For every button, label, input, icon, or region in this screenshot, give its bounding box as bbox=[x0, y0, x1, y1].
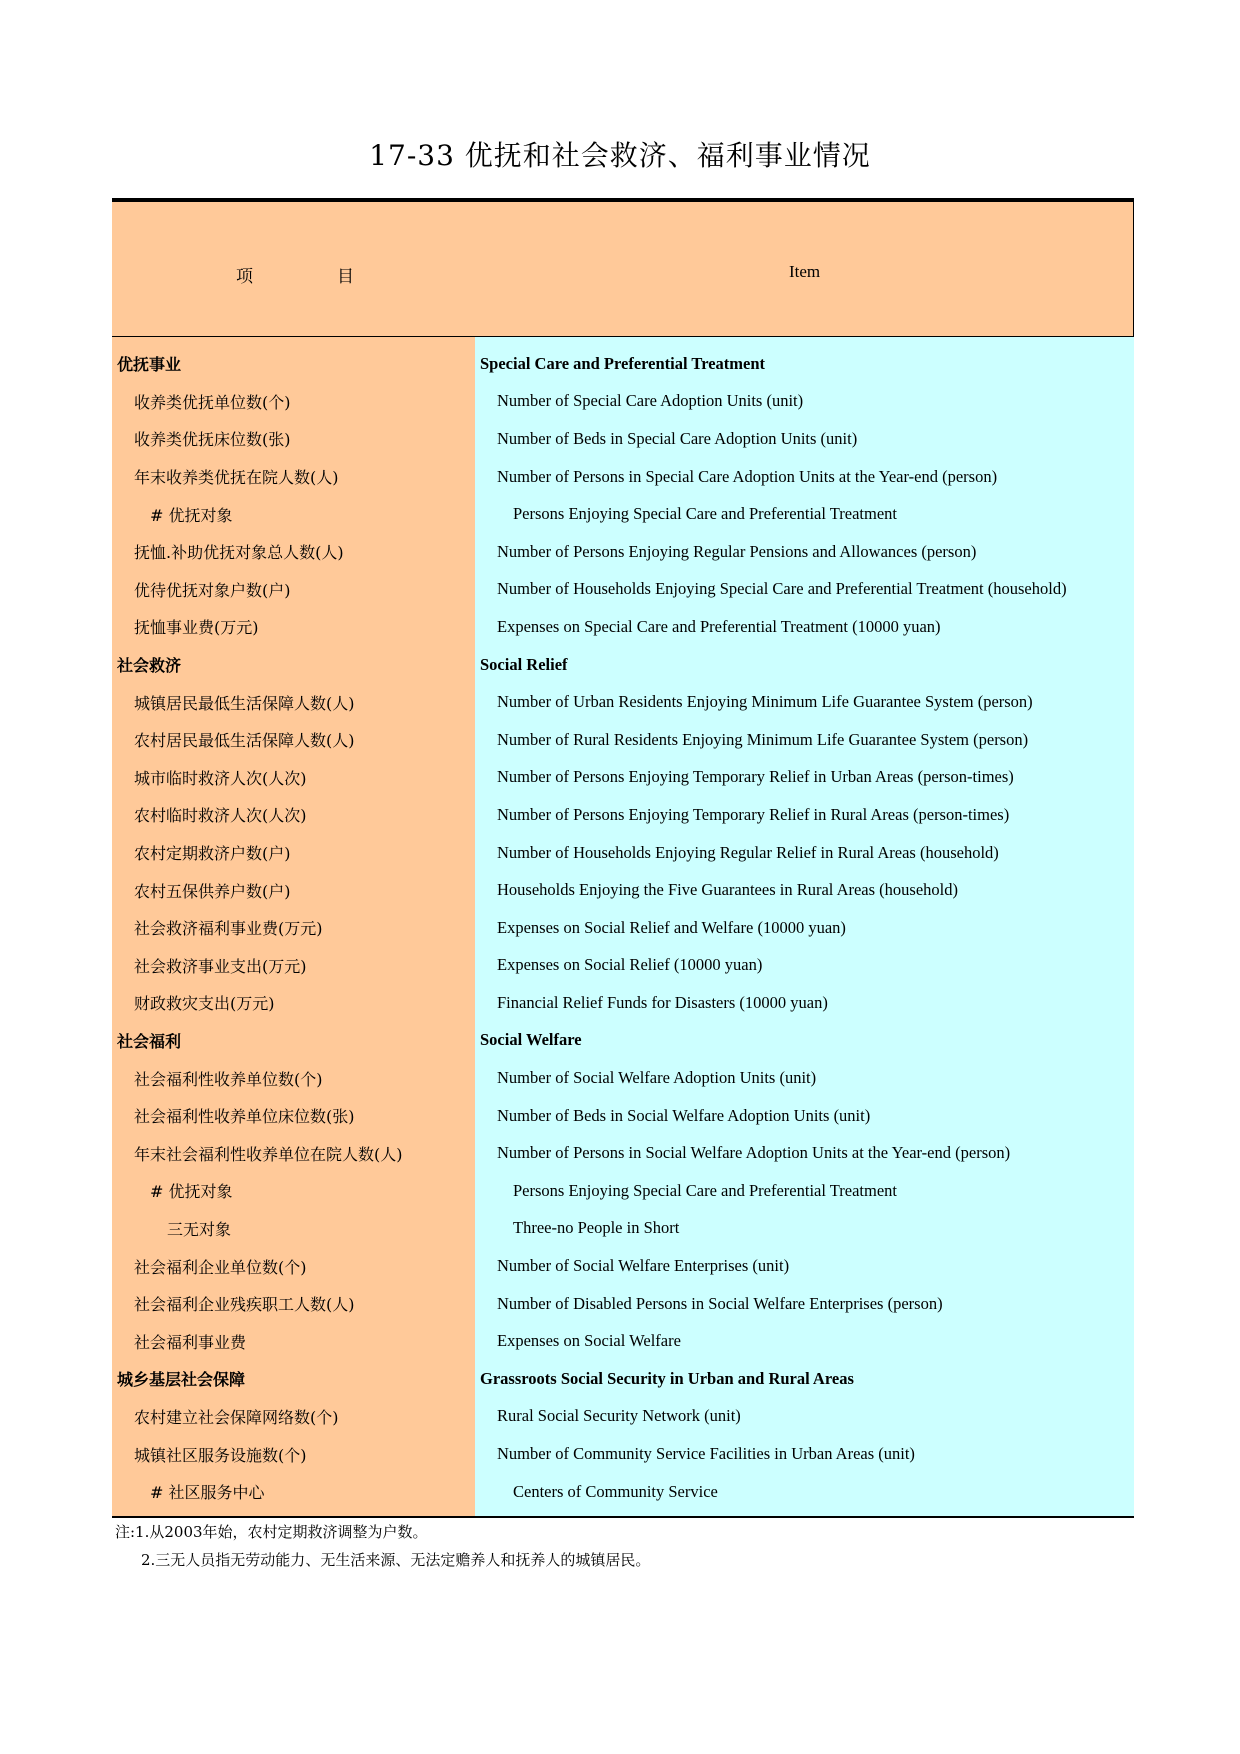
row-label-cn: 农村五保供养户数(户) bbox=[134, 881, 291, 901]
row-label-en: Households Enjoying the Five Guarantees in Rural Areas (household) bbox=[497, 880, 958, 900]
table-row bbox=[112, 834, 1134, 872]
row-label-cn: 城镇居民最低生活保障人数(人) bbox=[134, 693, 355, 713]
statistics-table bbox=[112, 198, 1134, 1518]
table-row bbox=[112, 1473, 1134, 1511]
row-label-en: Grassroots Social Security in Urban and Rural Areas bbox=[480, 1368, 854, 1388]
section-header-row bbox=[112, 1360, 1134, 1398]
table-row bbox=[112, 458, 1134, 496]
table-row bbox=[112, 1285, 1134, 1323]
row-label-en: Number of Persons in Special Care Adoption Units at the Year-end (person) bbox=[497, 466, 998, 486]
row-label-en: Persons Enjoying Special Care and Preferential Treatment bbox=[513, 504, 897, 524]
table-row bbox=[112, 909, 1134, 947]
row-label-en: Expenses on Social Relief and Welfare (10000 yuan) bbox=[497, 917, 846, 937]
row-label-cn: 社会救济福利事业费(万元) bbox=[134, 919, 323, 939]
table-row bbox=[112, 759, 1134, 797]
row-label-en: Number of Persons Enjoying Temporary Relief in Urban Areas (person-times) bbox=[497, 767, 1014, 787]
table-header bbox=[112, 202, 1134, 337]
row-label-cn: 收养类优抚床位数(张) bbox=[134, 430, 291, 450]
table-row bbox=[112, 1247, 1134, 1285]
row-label-en: Number of Rural Residents Enjoying Minimum Life Guarantee System (person) bbox=[497, 729, 1029, 749]
row-label-en: Three-no People in Short bbox=[513, 1218, 680, 1238]
table-row bbox=[112, 796, 1134, 834]
table-row bbox=[112, 947, 1134, 985]
footnote-1: 注:1.从2003年始，农村定期救济调整为户数。 bbox=[115, 1523, 428, 1541]
section-header-row bbox=[112, 345, 1134, 383]
table-row bbox=[112, 1134, 1134, 1172]
table-row bbox=[112, 1210, 1134, 1248]
row-label-cn: 社会救济 bbox=[117, 656, 182, 676]
row-label-cn: 优待优抚对象户数(户) bbox=[134, 580, 291, 600]
table-row bbox=[112, 1322, 1134, 1360]
table-row bbox=[112, 871, 1134, 909]
table-row bbox=[112, 1435, 1134, 1473]
row-label-cn: 年末收养类优抚在院人数(人) bbox=[134, 468, 339, 488]
row-label-en: Number of Special Care Adoption Units (unit) bbox=[497, 391, 804, 411]
row-label-en: Financial Relief Funds for Disasters (10000 yuan) bbox=[497, 992, 828, 1012]
row-label-cn: # 社区服务中心 bbox=[150, 1483, 265, 1503]
row-label-en: Number of Social Welfare Adoption Units (unit) bbox=[497, 1068, 817, 1088]
row-label-en: Expenses on Special Care and Preferential Treatment (10000 yuan) bbox=[497, 616, 941, 636]
row-label-cn: 社会福利性收养单位数(个) bbox=[134, 1069, 323, 1089]
header-en-cell bbox=[475, 202, 1133, 336]
row-label-en: Number of Social Welfare Enterprises (unit) bbox=[497, 1256, 790, 1276]
row-label-cn: 抚恤.补助优抚对象总人数(人) bbox=[134, 543, 344, 563]
row-label-en: Special Care and Preferential Treatment bbox=[480, 353, 766, 373]
table-row bbox=[112, 1172, 1134, 1210]
row-label-en: Number of Beds in Social Welfare Adoption Units (unit) bbox=[497, 1105, 871, 1125]
row-label-cn: 城镇社区服务设施数(个) bbox=[134, 1445, 307, 1465]
row-label-cn: 优抚事业 bbox=[117, 355, 182, 375]
header-en-label: Item bbox=[789, 262, 821, 281]
row-label-cn: 社会福利事业费 bbox=[134, 1332, 247, 1352]
footnote-2: 2.三无人员指无劳动能力、无生活来源、无法定赡养人和抚养人的城镇居民。 bbox=[141, 1551, 651, 1569]
footnotes bbox=[115, 1518, 650, 1574]
row-label-cn: 收养类优抚单位数(个) bbox=[134, 392, 291, 412]
row-label-cn: 财政救灾支出(万元) bbox=[134, 994, 275, 1014]
row-label-cn: 三无对象 bbox=[167, 1219, 232, 1239]
row-label-cn: # 优抚对象 bbox=[150, 1182, 233, 1202]
table-row bbox=[112, 383, 1134, 421]
row-label-en: Expenses on Social Welfare bbox=[497, 1331, 681, 1351]
table-row bbox=[112, 984, 1134, 1022]
row-label-en: Persons Enjoying Special Care and Preferential Treatment bbox=[513, 1180, 897, 1200]
row-label-cn: 农村居民最低生活保障人数(人) bbox=[134, 731, 355, 751]
table-row bbox=[112, 1398, 1134, 1436]
row-label-en: Centers of Community Service bbox=[513, 1481, 718, 1501]
row-label-cn: 城乡基层社会保障 bbox=[117, 1370, 246, 1390]
row-label-cn: 城市临时救济人次(人次) bbox=[134, 768, 307, 788]
row-label-cn: 社会福利 bbox=[117, 1031, 182, 1051]
table-row bbox=[112, 533, 1134, 571]
section-header-row bbox=[112, 646, 1134, 684]
header-cn-cell bbox=[112, 202, 475, 336]
row-label-en: Number of Households Enjoying Special Care and Preferential Treatment (household) bbox=[497, 579, 1067, 599]
row-label-cn: # 优抚对象 bbox=[150, 505, 233, 525]
row-label-cn: 社会福利性收养单位床位数(张) bbox=[134, 1107, 355, 1127]
table-row bbox=[112, 420, 1134, 458]
row-label-en: Number of Urban Residents Enjoying Minimum Life Guarantee System (person) bbox=[497, 692, 1033, 712]
table-row bbox=[112, 683, 1134, 721]
row-label-en: Number of Beds in Special Care Adoption Units (unit) bbox=[497, 428, 858, 448]
row-label-en: Rural Social Security Network (unit) bbox=[497, 1406, 741, 1426]
row-label-en: Number of Persons Enjoying Temporary Relief in Rural Areas (person-times) bbox=[497, 804, 1010, 824]
row-label-en: Number of Disabled Persons in Social Welfare Enterprises (person) bbox=[497, 1293, 943, 1313]
row-label-en: Number of Persons Enjoying Regular Pensions and Allowances (person) bbox=[497, 541, 977, 561]
row-label-cn: 抚恤事业费(万元) bbox=[134, 618, 259, 638]
table-row bbox=[112, 1097, 1134, 1135]
table-row bbox=[112, 721, 1134, 759]
table-row bbox=[112, 495, 1134, 533]
row-label-cn: 社会福利企业单位数(个) bbox=[134, 1257, 307, 1277]
row-label-en: Expenses on Social Relief (10000 yuan) bbox=[497, 955, 763, 975]
table-row bbox=[112, 608, 1134, 646]
row-label-cn: 社会福利企业残疾职工人数(人) bbox=[134, 1295, 355, 1315]
row-label-en: Social Relief bbox=[480, 654, 568, 674]
row-label-cn: 年末社会福利性收养单位在院人数(人) bbox=[134, 1144, 403, 1164]
row-label-en: Social Welfare bbox=[480, 1030, 582, 1050]
row-label-en: Number of Persons in Social Welfare Adoption Units at the Year-end (person) bbox=[497, 1143, 1011, 1163]
page-title: 17-33 优抚和社会救济、福利事业情况 bbox=[369, 139, 871, 172]
row-label-cn: 社会救济事业支出(万元) bbox=[134, 956, 307, 976]
header-cn-char1: 项 bbox=[236, 267, 253, 287]
header-cn-char2: 目 bbox=[337, 267, 354, 287]
table-body bbox=[112, 337, 1134, 1516]
table-row bbox=[112, 571, 1134, 609]
row-label-cn: 农村定期救济户数(户) bbox=[134, 844, 291, 864]
row-label-cn: 农村建立社会保障网络数(个) bbox=[134, 1407, 339, 1427]
row-label-cn: 农村临时救济人次(人次) bbox=[134, 806, 307, 826]
row-label-en: Number of Households Enjoying Regular Relief in Rural Areas (household) bbox=[497, 842, 999, 862]
row-label-en: Number of Community Service Facilities in Urban Areas (unit) bbox=[497, 1444, 915, 1464]
table-row bbox=[112, 1059, 1134, 1097]
section-header-row bbox=[112, 1022, 1134, 1060]
